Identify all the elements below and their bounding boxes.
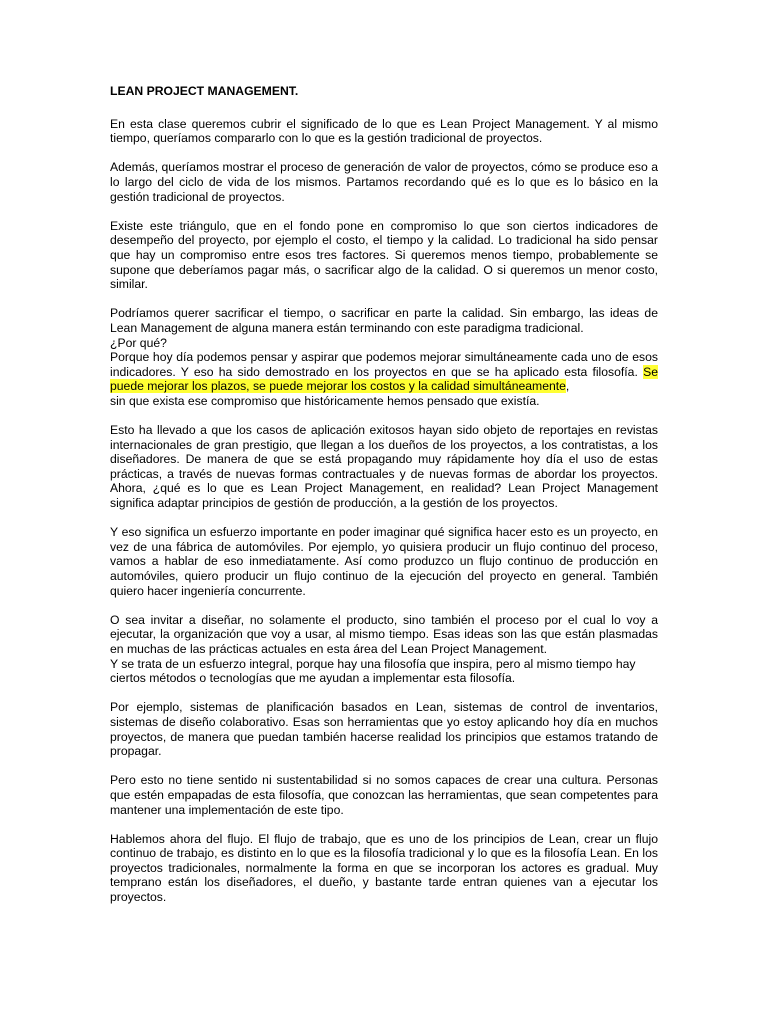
- paragraph-8: Por ejemplo, sistemas de planificación basados en Lean, sistemas de control de inventarios, sistemas de diseño colaborativo. Esas son herramientas que yo estoy aplicando hoy día en muchos proyectos, de manera que puedan también hacerse realidad los principios que estamos tratando de propagar.: [110, 700, 658, 759]
- document-title: LEAN PROJECT MANAGEMENT.: [110, 84, 299, 98]
- paragraph-10-text-b: En los proyectos tradicionales, normalmente la forma en que se incorporan los actores es gradual. Muy temprano están los diseñadores, el dueño, y bastante tarde entran quienes van a ejecutar los proyectos.: [110, 846, 659, 905]
- paragraph-9: Pero esto no tiene sentido ni sustentabilidad si no somos capaces de crear una cultura. Personas que estén empapadas de esta filosofía, que conozcan las herramientas, que sean competentes para mantener una implementación de este tipo.: [110, 773, 658, 817]
- paragraph-2: Además, queríamos mostrar el proceso de generación de valor de proyectos, cómo se produce eso a lo largo del ciclo de vida de los mismos. Partamos recordando qué es lo que es lo básico en la gestión tradicional de proyectos.: [110, 160, 658, 204]
- highlighted-text: Se puede mejorar los plazos, se puede mejorar los costos y la calidad simultáneamente: [110, 364, 658, 394]
- paragraph-4-text-a: Podríamos querer sacrificar el tiempo, o sacrificar en parte la calidad. Sin embargo, las ideas de Lean Management de alguna manera están terminando con este paradigma tradicional.: [110, 306, 658, 335]
- document-body: [110, 84, 658, 919]
- paragraph-4-question: ¿Por qué?: [110, 335, 167, 350]
- paragraph-10-text-a: Hablemos ahora del flujo. El flujo de trabajo, que es uno de los principios de Lean, crear un flujo continuo de trabajo, es distinto en lo que es la filosofía tradicional y lo que es la filosofía Lean.: [110, 831, 658, 861]
- paragraph-4-text-b: Porque hoy día podemos pensar y aspirar que podemos mejorar simultáneamente cada uno de esos indicadores. Y eso ha sido demostrado en los proyectos en que se ha aplicado esta filosofía.: [110, 350, 658, 379]
- paragraph-1: En esta clase queremos cubrir el significado de lo que es Lean Project Management. Y al mismo tiempo, queríamos compararlo con lo que es la gestión tradicional de proyectos.: [110, 116, 658, 146]
- paragraph-7-text-a: O sea invitar a diseñar, no solamente el producto, sino también el proceso por el cual lo voy a ejecutar, la organización que voy a usar, al mismo tiempo. Esas ideas son las que están plasmadas en muchas de las prácticas actuales en esta área del Lean Project Management.: [110, 612, 658, 656]
- paragraph-6: Y eso significa un esfuerzo importante en poder imaginar qué significa hacer esto es un proyecto, en vez de una fábrica de automóviles. Por ejemplo, yo quisiera producir un flujo continuo del proceso, vamos a hablar de eso inmediatamente. Así como produzco un flujo continuo de producción en automóviles, quiero producir un flujo continuo de la ejecución del proyecto en general. También quiero hacer ingeniería concurrente.: [110, 525, 658, 598]
- paragraph-4: [110, 306, 658, 408]
- paragraph-5-text-a: Esto ha llevado a que los casos de aplicación exitosos hayan sido objeto de reportajes en revistas internacionales de gran prestigio, que llegan a los dueños de los proyectos, a los contratistas, a los diseñadores. De manera de que se está propagando muy rápidamente hoy: [110, 423, 658, 467]
- paragraph-4-comma: ,: [565, 379, 570, 394]
- paragraph-5-text-b: día el uso de estas prácticas, a través de nuevas formas contractuales y de nuevas formas de abordar los proyectos. Ahora, ¿qué es lo que es Lean Project Management, en realidad? Lean Project Management significa adaptar principios de gestión de producción, a la gestión de los proyectos.: [110, 452, 658, 511]
- paragraph-7: [110, 613, 658, 686]
- paragraph-7-text-c: ciertos métodos o tecnologías que me ayudan a implementar esta filosofía.: [110, 671, 516, 686]
- paragraph-5: [110, 423, 658, 511]
- paragraph-10: [110, 832, 658, 905]
- paragraph-7-text-b: Y se trata de un esfuerzo integral, porque hay una filosofía que inspira, pero al mismo tiempo hay: [110, 656, 636, 671]
- paragraph-4-text-c: sin que exista ese compromiso que históricamente hemos pensado que existía.: [110, 393, 540, 408]
- paragraph-3: Existe este triángulo, que en el fondo pone en compromiso lo que son ciertos indicadores de desempeño del proyecto, por ejemplo el costo, el tiempo y la calidad. Lo tradicional ha sido pensar que hay un compromiso entre esos tres factores. Si queremos menos tiempo, probablemente se supone que deberíamos pagar más, o sacrificar algo de la calidad. O si queremos un menor costo, similar.: [110, 218, 658, 292]
